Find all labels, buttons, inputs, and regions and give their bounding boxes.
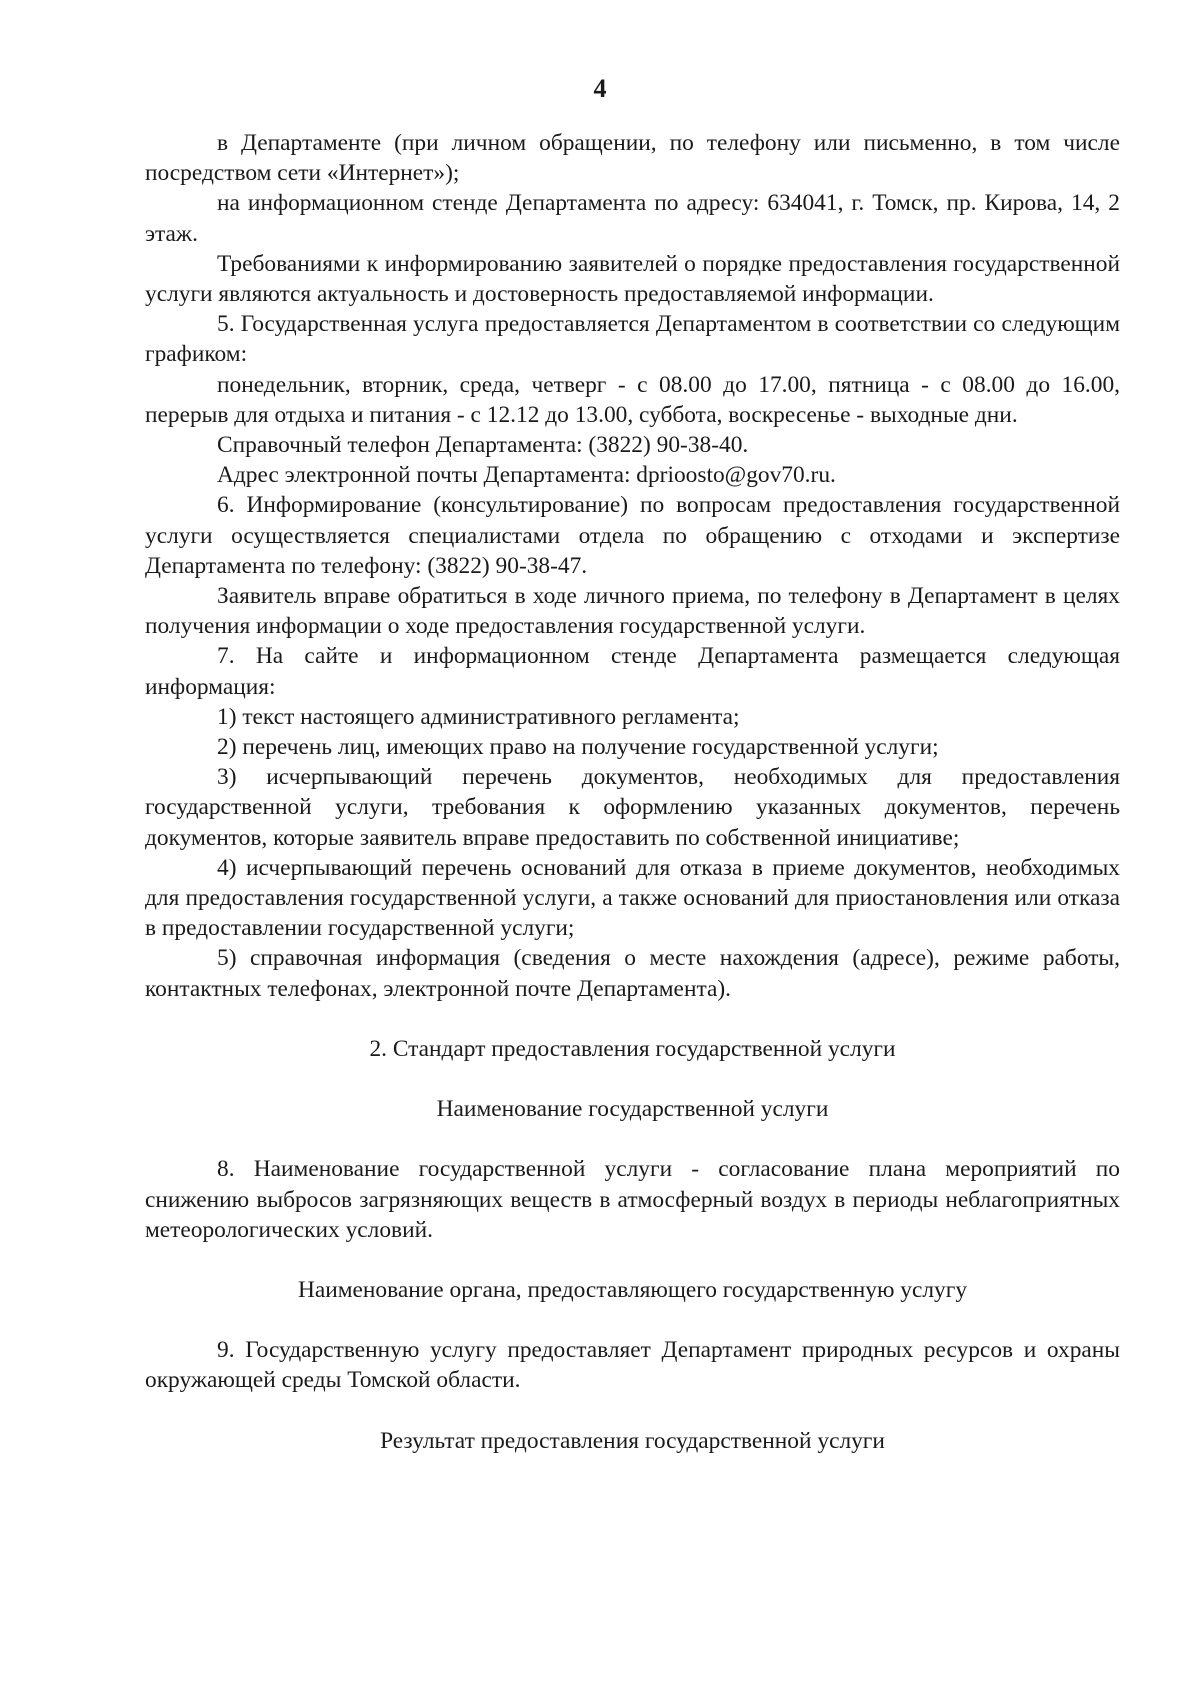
paragraph-applicant-status-inquiry: Заявитель вправе обратиться в ходе личного приема, по телефону в Департамент в целях получения информации о ходе предоставления государственной услуги. (145, 583, 1120, 640)
paragraph-info-stand-address: на информационном стенде Департамента по адресу: 634041, г. Томск, пр. Кирова, 14, 2 этаж. (145, 190, 1120, 247)
subheading-service-result: Результат предоставления государственной услуги (380, 1427, 885, 1454)
list-item-2: 2) перечень лиц, имеющих право на получение государственной услуги; (217, 734, 939, 761)
list-item-4: 4) исчерпывающий перечень оснований для отказа в приеме документов, необходимых для предоставления государственной услуги, а также оснований для приостановления или отказа в предоставлении государственной услуги; (145, 854, 1120, 942)
list-item-5: 5) справочная информация (сведения о месте нахождения (адресе), режиме работы, контактных телефонах, электронной почте Департамента). (145, 945, 1120, 1002)
paragraph-info-requirements: Требованиями к информированию заявителей о порядке предоставления государственной услуги являются актуальность и достоверность предоставляемой информации. (145, 250, 1120, 308)
list-item-1: 1) текст настоящего административного регламента; (217, 703, 740, 730)
document-body (145, 128, 1120, 1456)
paragraph-reference-phone: Справочный телефон Департамента: (3822) 90-38-40. (217, 432, 749, 459)
section-heading-service-standard: 2. Стандарт предоставления государственной услуги (369, 1035, 896, 1062)
paragraph-6-consulting: 6. Информирование (консультирование) по вопросам предоставления государственной услуги осуществляется специалистами отдела по обращению с отходами и экспертизе Департамента по телефону: (3822) 90-38-47. (145, 492, 1120, 579)
paragraph-8-service-name: 8. Наименование государственной услуги - согласование плана мероприятий по снижению выбросов загрязняющих веществ в атмосферный воздух в периоды неблагоприятных метеорологических условий. (145, 1156, 1120, 1243)
paragraph-5-schedule-intro: 5. Государственная услуга предоставляется Департаментом в соответствии со следующим графиком: (145, 311, 1120, 368)
page-number: 4 (593, 74, 607, 103)
paragraph-7-published-info: 7. На сайте и информационном стенде Департамента размещается следующая информация: (145, 643, 1120, 700)
paragraph-email-address: Адрес электронной почты Департамента: dprioosto@gov70.ru. (217, 462, 836, 489)
subheading-providing-authority: Наименование органа, предоставляющего государственную услугу (297, 1276, 968, 1303)
subheading-service-name: Наименование государственной услуги (436, 1096, 829, 1123)
paragraph-working-hours: понедельник, вторник, среда, четверг - с 08.00 до 17.00, пятница - с 08.00 до 16.00, перерыв для отдыха и питания - с 12.12 до 13.00, суббота, воскресенье - выходные дни. (145, 371, 1120, 428)
paragraph-9-providing-authority: 9. Государственную услугу предоставляет Департамент природных ресурсов и охраны окружающей среды Томской области. (145, 1337, 1120, 1394)
list-item-3: 3) исчерпывающий перечень документов, необходимых для предоставления государственной услуги, требования к оформлению указанных документов, перечень документов, которые заявитель вправе предоставить по собственной инициативе; (145, 764, 1120, 851)
paragraph-inquiry-channels: в Департаменте (при личном обращении, по телефону или письменно, в том числе посредством сети «Интернет»); (145, 130, 1120, 187)
